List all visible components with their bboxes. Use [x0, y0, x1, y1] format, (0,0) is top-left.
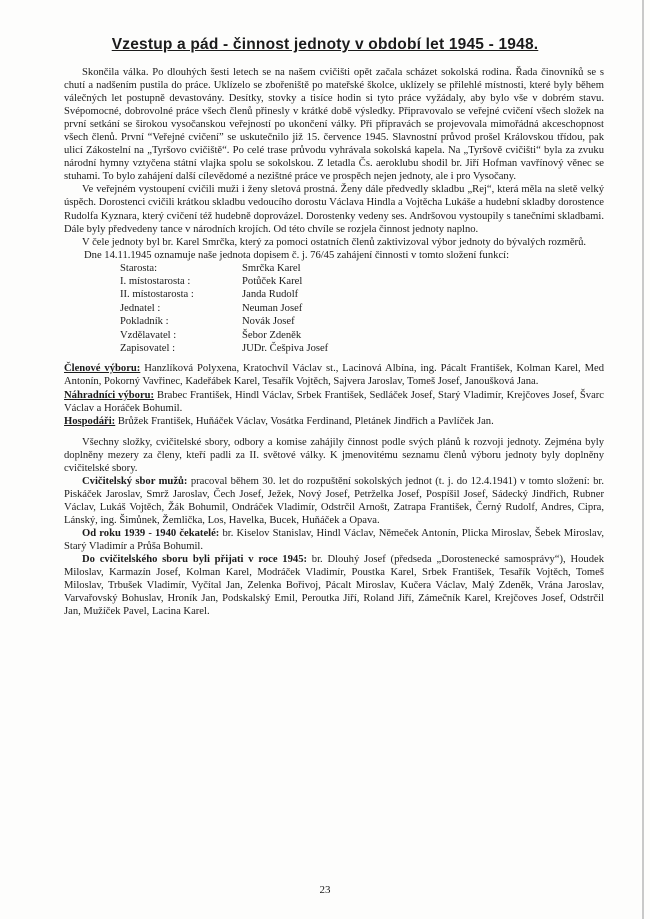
function-row	[120, 315, 604, 328]
function-role: II. místostarosta :	[120, 289, 194, 301]
cekatele-text: br. Kiselov Stanislav, Hindl Václav, Němeček Antonín, Plicka Miroslav, Šebek Miroslav, Starý Vladimír a Průša Bohumil.	[64, 528, 604, 553]
function-person: Smrčka Karel	[242, 262, 301, 274]
body-text	[64, 66, 604, 618]
committee-groups	[64, 362, 604, 427]
page-title: Vzestup a pád - činnost jednoty v období let 1945 - 1948.	[111, 36, 539, 53]
group-text: Brůžek František, Huňáček Václav, Vosátka Ferdinand, Pletánek Jindřich a Pavlíček Jan.	[115, 415, 494, 427]
function-role: Pokladník :	[120, 316, 169, 328]
group-text: Brabec František, Hindl Václav, Srbek František, Sedláček Josef, Starý Vladimír, Krejčoves Josef, Švarc Václav a Horáček Bohumil.	[64, 389, 604, 414]
paragraph-intro-3: V čele jednoty byl br. Karel Smrčka, který za pomoci ostatních členů zaktivizoval výbor jednoty do bývalých rozměrů.	[82, 236, 587, 248]
function-person: Potůček Karel	[242, 276, 303, 288]
paragraph-intro-1: Skončila válka. Po dlouhých šesti letech se na našem cvičišti opět začala scházet sokolská rodina. Řada činovníků se s chutí a nadšením pustila do práce. Uklízelo se zbořeniště po mateřské školce, uklízely se přilehlé místnosti, které byly během válečných let postupně devastovány. Desítky, stovky a tisíce hodin si tyto práce vyžádaly, aby bylo vše v dobrém stavu. Svépomocné, dobrovolné práce všech členů přinesly v krátké době výsledky. Připravovalo se veřejné cvičení všech složek na první setkání se širokou vysočanskou veřejností po ukončení války. Při přípravách se projevovala mimořádná akceschopnost všech členů. První “Veřejné cvičení” se uskutečnilo již 15. července 1945. Slavnostní průvod prošel Královskou třídou, pak ulicí Zákostelní na „Tyršovo cvičiště“. Po celé trase průvodu vyhrávala sokolská kapela. Na „Tyršově cvičišti“ byla za zvuku národní hymny vztyčena státní vlajka spolu se sokolskou. Z letadla Čs. aeroklubu shodil br. Jiří Hofman vavřínový věnec se stuhami. To bylo zahájení další cílevědomé a nezištné práce ve prospěch nejen jednoty, ale i pro Vysočany.	[64, 67, 604, 183]
function-row	[120, 302, 604, 315]
cvicitelsky-text: pracoval během 30. let do rozpuštění sokolských jednot (t. j. do 12.4.1941) v tomto složení: br. Piskáček Jaroslav, Smrž Jaroslav, Čech Josef, Ježek, Nový Josef, Petrželka Josef, Pospíšil Josef, Sádecký Jindřich, Rubner Václav, Lukáš Vojtěch, Žák Bohumil, Ondráček Vladimír, Odstrčil Arnošt, Zatrapa František, Černý Rudolf, Andres, Cipra, Lánský, ing. Šimůnek, Žemlička, Los, Havelka, Bucek, Huňáček a Opava.	[64, 475, 604, 526]
functions-list	[120, 262, 604, 356]
page-edge-line	[642, 0, 644, 919]
group-clenove	[64, 362, 604, 388]
function-row	[120, 275, 604, 288]
paragraph-cvicitelsky-sbor	[64, 475, 604, 527]
section-cvicitele	[64, 436, 604, 619]
function-row	[120, 262, 604, 275]
function-person: Janda Rudolf	[242, 289, 299, 301]
function-person: Neuman Josef	[242, 302, 303, 314]
cvicitelsky-label: Cvičitelský sbor mužů:	[82, 475, 188, 487]
function-role: Vzdělavatel :	[120, 329, 177, 341]
function-person: Šebor Zdeněk	[242, 329, 302, 341]
function-row	[120, 342, 604, 355]
group-label: Náhradníci výboru:	[64, 389, 155, 401]
group-label: Hospodáři:	[64, 415, 116, 427]
paragraph-slozky: Všechny složky, cvičitelské sbory, odbory a komise zahájily činnost podle svých plánů k rozvoji jednoty. Zejména byly doplněny mezery za členy, kteří padli za II. světové války. K jmenovitému seznamu členů výboru jednoty byly doplněny cvičitelské sbory.	[64, 436, 604, 474]
paragraph-prijati	[64, 553, 604, 618]
group-text: Hanzlíková Polyxena, Kratochvíl Václav st., Lacinová Albína, ing. Pácalt František, Kolman Karel, Med Antonín, Pokorný Vavřinec, Kadeřábek Karel, Tesařík Vojtěch, Sajvera Jaroslav, Tomeš Josef, Janoušková Jana.	[64, 363, 604, 388]
function-role: Starosta:	[120, 262, 158, 274]
function-role: Jednatel :	[120, 302, 161, 314]
function-row	[120, 288, 604, 301]
function-person: JUDr. Češpiva Josef	[242, 343, 329, 355]
group-hospodari	[64, 415, 604, 428]
cekatele-label: Od roku 1939 - 1940 čekatelé:	[82, 528, 220, 539]
page-number: 23	[319, 884, 331, 896]
prijati-label: Do cvičitelského sboru byli přijati v roce 1945:	[82, 554, 308, 566]
prijati-text: br. Dlouhý Josef (předseda „Dorostenecké samosprávy“), Houdek Miloslav, Karmazín Josef, Kolman Karel, Modráček Vladimír, Poustka Karel, Srbek František, Tesařík Vojtěch, Tomeš Miloslav, Trbušek Vladimír, Vyčítal Jan, Zelenka Bořivoj, Pácalt Miroslav, Kučera Václav, Malý Zdeněk, Vrána Jaroslav, Varvařovský Bohuslav, Hroník Jan, Podskalský Emil, Peroutka Jiří, Roland Jiří, Zámečník Karel, Krejčoves Josef, Odstrčil Jan, Mužíček Pavel, Lacina Karel.	[64, 554, 604, 618]
paragraph-dne: Dne 14.11.1945 oznamuje naše jednota dopisem č. j. 76/45 zahájení činnosti v tomto složení funkcí:	[84, 249, 510, 261]
function-row	[120, 329, 604, 342]
paragraph-intro-2: Ve veřejném vystoupení cvičili muži i ženy sletová prostná. Ženy dále předvedly skladbu „Rej“, která měla na sletě velký úspěch. Dorostenci cvičili krátkou skladbu vedoucího dorostu Václava Hindla a Vojtěcha Lukáše a hudební skladby dorostence Rudolfa Kyznara, který cvičení též hudebně doprovázel. Dorostenky vedeny ses. Andršovou vystoupily s tanečními skladbami. Dále byly předvedeny tance v národních krojích. Od této chvíle se rozjela činnost jednoty naplno.	[64, 184, 604, 235]
function-person: Novák Josef	[242, 316, 295, 328]
function-role: I. místostarosta :	[120, 276, 191, 288]
paragraph-cekatele	[64, 527, 604, 553]
function-role: Zapisovatel :	[120, 343, 176, 355]
group-label: Členové výboru:	[64, 363, 141, 375]
group-nahradnici	[64, 389, 604, 415]
